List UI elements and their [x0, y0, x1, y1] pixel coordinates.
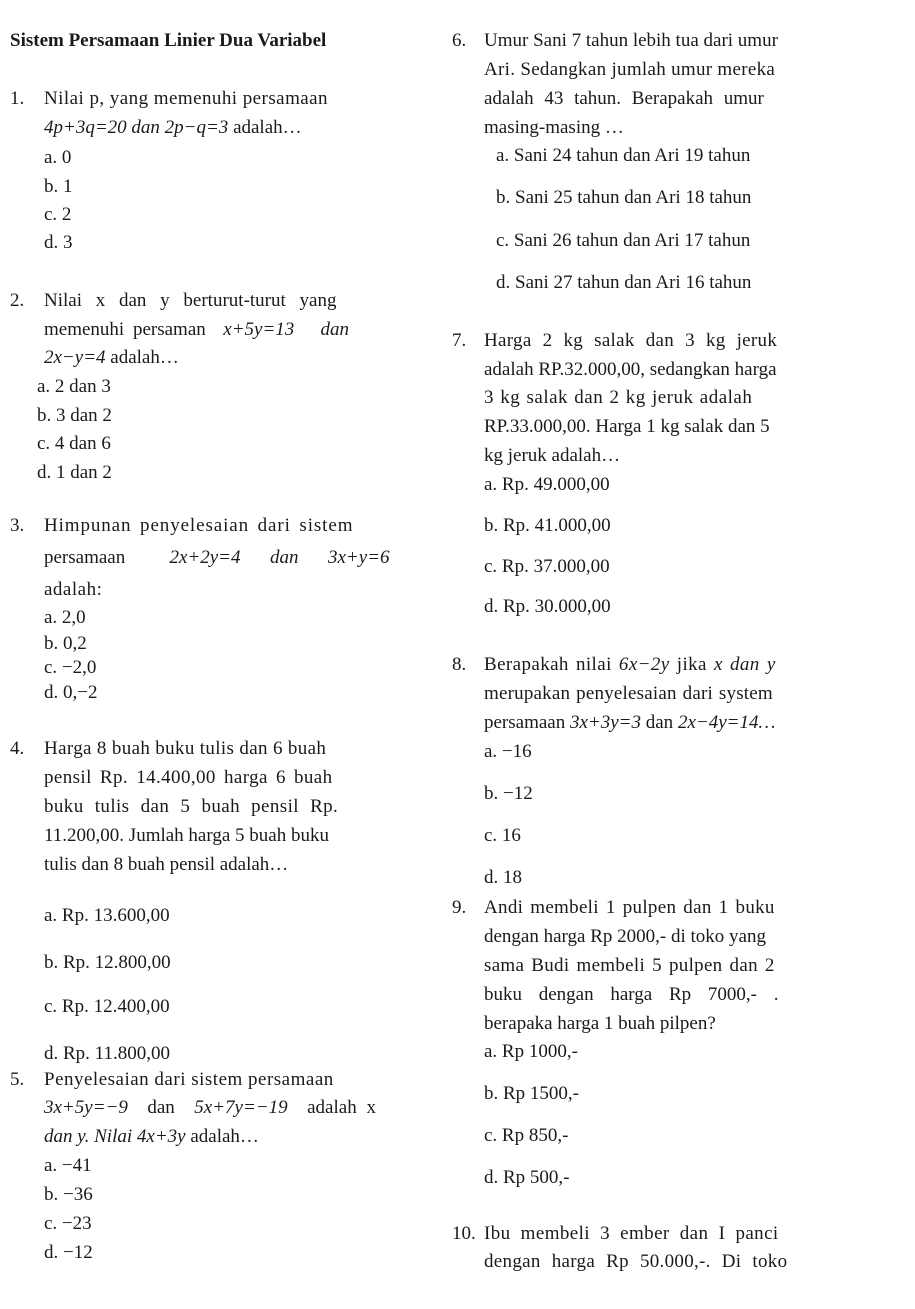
question-text-part: x dan y — [714, 654, 776, 675]
question-text: buku dengan harga Rp 7000,- . — [484, 984, 779, 1005]
question-text: RP.33.000,00. Harga 1 kg salak dan 5 — [484, 416, 770, 437]
equation: 2x−y=4 — [44, 347, 106, 368]
answer-option[interactable]: b. −36 — [44, 1184, 93, 1205]
question-text — [484, 655, 776, 674]
answer-option[interactable]: b. Rp. 12.800,00 — [44, 952, 171, 973]
answer-option[interactable]: a. Rp. 49.000,00 — [484, 474, 610, 495]
answer-option[interactable]: a. 2,0 — [44, 607, 86, 628]
answer-option[interactable]: c. 4 dan 6 — [37, 433, 111, 454]
question-text: adalah 43 tahun. Berapakah umur — [484, 88, 764, 109]
question-number: 4. — [10, 738, 25, 759]
question-text: tulis dan 8 buah pensil adalah… — [44, 854, 289, 875]
equation: 4x+3y — [136, 1126, 186, 1147]
question-text — [44, 1127, 259, 1146]
question-text — [44, 348, 179, 367]
question-text: adalah RP.32.000,00, sedangkan harga — [484, 359, 777, 380]
question-text: Nilai p, yang memenuhi persamaan — [44, 88, 329, 109]
equation: 4p+3q=20 — [44, 117, 127, 138]
answer-option[interactable]: b. 1 — [44, 176, 73, 197]
equation: 5x+7y=−19 — [194, 1097, 288, 1118]
question-text-part: persamaan — [484, 712, 566, 733]
answer-option[interactable]: a. Rp 1000,- — [484, 1041, 578, 1062]
answer-option[interactable]: c. Rp. 37.000,00 — [484, 556, 610, 577]
question-text — [44, 548, 390, 567]
question-text: Ari. Sedangkan jumlah umur mereka — [484, 59, 776, 80]
equation: 3x+3y=3 — [569, 712, 641, 733]
question-number: 5. — [10, 1069, 25, 1090]
answer-option[interactable]: d. 3 — [44, 232, 73, 253]
answer-option[interactable]: d. Rp. 11.800,00 — [44, 1043, 170, 1064]
expression: 6x−2y — [618, 654, 670, 675]
question-text — [44, 118, 302, 137]
question-text — [44, 1098, 376, 1117]
answer-option[interactable]: b. 0,2 — [44, 633, 87, 654]
answer-option[interactable]: a. −16 — [484, 741, 532, 762]
page-title: Sistem Persamaan Linier Dua Variabel — [10, 30, 327, 51]
question-text: Himpunan penyelesaian dari sistem — [44, 515, 354, 536]
question-text: buku tulis dan 5 buah pensil Rp. — [44, 796, 339, 817]
equation: 3x+5y=−9 — [44, 1097, 128, 1118]
question-text: dengan harga Rp 50.000,-. Di toko — [484, 1251, 788, 1272]
question-text: masing-masing … — [484, 117, 624, 138]
question-tail: adalah… — [233, 117, 302, 138]
question-text — [44, 320, 349, 339]
question-number: 10. — [452, 1223, 476, 1244]
answer-option[interactable]: a. 0 — [44, 147, 72, 168]
question-text-part: adalah x — [307, 1097, 376, 1118]
question-text: pensil Rp. 14.400,00 harga 6 buah — [44, 767, 333, 788]
question-number: 3. — [10, 515, 25, 536]
question-tail: adalah… — [190, 1126, 259, 1147]
question-text: berapaka harga 1 buah pilpen? — [484, 1013, 716, 1034]
question-number: 6. — [452, 30, 467, 51]
question-text: 3 kg salak dan 2 kg jeruk adalah — [484, 387, 753, 408]
answer-option[interactable]: d. 0,−2 — [44, 682, 98, 703]
answer-option[interactable]: d. Sani 27 tahun dan Ari 16 tahun — [496, 272, 752, 293]
answer-option[interactable]: c. Rp. 12.400,00 — [44, 996, 170, 1017]
answer-option[interactable]: d. 1 dan 2 — [37, 462, 112, 483]
answer-option[interactable]: b. Sani 25 tahun dan Ari 18 tahun — [496, 187, 752, 208]
connector: dan — [131, 117, 160, 138]
answer-option[interactable]: c. −23 — [44, 1213, 92, 1234]
answer-option[interactable]: c. Sani 26 tahun dan Ari 17 tahun — [496, 230, 751, 251]
equation: 3x+y=6 — [328, 547, 390, 568]
answer-option[interactable]: d. Rp. 30.000,00 — [484, 596, 611, 617]
answer-option[interactable]: a. Rp. 13.600,00 — [44, 905, 170, 926]
answer-option[interactable]: b. 3 dan 2 — [37, 405, 112, 426]
question-number: 8. — [452, 654, 467, 675]
question-text: Ibu membeli 3 ember dan I panci — [484, 1223, 779, 1244]
answer-option[interactable]: b. −12 — [484, 783, 533, 804]
question-text: Penyelesaian dari sistem persamaan — [44, 1069, 334, 1090]
question-text: Harga 2 kg salak dan 3 kg jeruk — [484, 330, 778, 351]
question-text: sama Budi membeli 5 pulpen dan 2 — [484, 955, 775, 976]
question-text: adalah: — [44, 579, 103, 600]
question-number: 7. — [452, 330, 467, 351]
question-text-part: jika — [676, 654, 707, 675]
answer-option[interactable]: c. 16 — [484, 825, 521, 846]
answer-option[interactable]: a. −41 — [44, 1155, 92, 1176]
question-text: Nilai x dan y berturut-turut yang — [44, 290, 337, 311]
question-text: Umur Sani 7 tahun lebih tua dari umur — [484, 30, 778, 51]
question-text: 11.200,00. Jumlah harga 5 buah buku — [44, 825, 329, 846]
question-number: 2. — [10, 290, 25, 311]
connector: dan — [147, 1097, 175, 1118]
equation: 2x+2y=4 — [169, 547, 241, 568]
answer-option[interactable]: a. 2 dan 3 — [37, 376, 111, 397]
question-text-part: Berapakah nilai — [484, 654, 612, 675]
connector: dan — [270, 547, 299, 568]
question-number: 9. — [452, 897, 467, 918]
connector: dan — [320, 319, 350, 340]
question-text: dengan harga Rp 2000,- di toko yang — [484, 926, 766, 947]
answer-option[interactable]: c. Rp 850,- — [484, 1125, 569, 1146]
equation: 2p−q=3 — [164, 117, 229, 138]
answer-option[interactable]: d. Rp 500,- — [484, 1167, 570, 1188]
question-text: merupakan penyelesaian dari system — [484, 683, 773, 704]
question-text: Andi membeli 1 pulpen dan 1 buku — [484, 897, 775, 918]
answer-option[interactable]: a. Sani 24 tahun dan Ari 19 tahun — [496, 145, 751, 166]
question-number: 1. — [10, 88, 25, 109]
answer-option[interactable]: d. −12 — [44, 1242, 93, 1263]
answer-option[interactable]: d. 18 — [484, 867, 522, 888]
question-text: Harga 8 buah buku tulis dan 6 buah — [44, 738, 327, 759]
question-text — [484, 713, 775, 732]
answer-option[interactable]: b. Rp. 41.000,00 — [484, 515, 611, 536]
equation: 2x−4y=14… — [677, 712, 776, 733]
question-text: kg jeruk adalah… — [484, 445, 621, 466]
answer-option[interactable]: c. 2 — [44, 204, 72, 225]
answer-option[interactable]: c. −2,0 — [44, 657, 97, 678]
question-tail: adalah… — [110, 347, 179, 368]
connector: dan — [645, 712, 674, 733]
question-text-part: memenuhi persaman — [44, 319, 206, 340]
equation: x+5y=13 — [223, 319, 295, 340]
answer-option[interactable]: b. Rp 1500,- — [484, 1083, 579, 1104]
question-text-part: dan y. Nilai — [44, 1126, 133, 1147]
question-text-part: persamaan — [44, 547, 126, 568]
